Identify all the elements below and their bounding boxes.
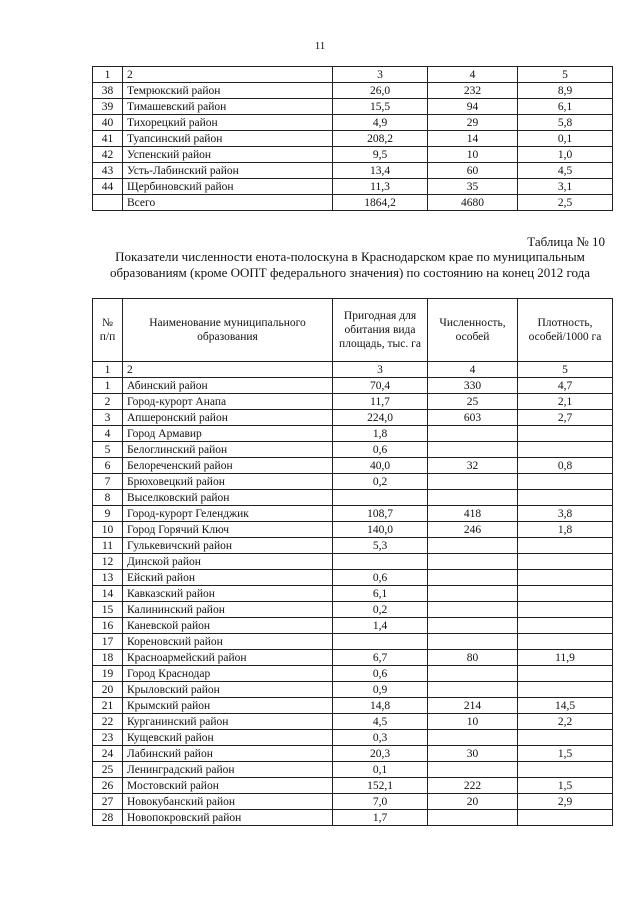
population-cell: 94 <box>428 99 518 115</box>
population-cell <box>428 730 518 746</box>
row-number-cell: 28 <box>93 810 123 826</box>
population-cell: 30 <box>428 746 518 762</box>
density-cell <box>518 554 613 570</box>
municipality-name-cell: Мостовский район <box>123 778 333 794</box>
municipality-name-cell: Динской район <box>123 554 333 570</box>
density-cell: 14,5 <box>518 698 613 714</box>
habitat-area-cell: 4,5 <box>333 714 428 730</box>
column-header: № п/п <box>93 299 123 362</box>
row-number-cell: 6 <box>93 458 123 474</box>
municipality-name-cell: Новокубанский район <box>123 794 333 810</box>
population-cell: 246 <box>428 522 518 538</box>
habitat-area-cell: 70,4 <box>333 378 428 394</box>
table-row <box>93 394 613 410</box>
density-cell: 0,1 <box>518 131 613 147</box>
table-row <box>93 682 613 698</box>
table-row <box>93 458 613 474</box>
population-cell <box>428 810 518 826</box>
population-cell: 330 <box>428 378 518 394</box>
density-cell: 1,5 <box>518 746 613 762</box>
municipality-name-cell: Брюховецкий район <box>123 474 333 490</box>
table-row <box>93 746 613 762</box>
density-cell: 1,0 <box>518 147 613 163</box>
municipality-name-cell: Город Армавир <box>123 426 333 442</box>
density-cell: 1,5 <box>518 778 613 794</box>
table-row <box>93 618 613 634</box>
row-number-cell: 23 <box>93 730 123 746</box>
habitat-area-cell: 15,5 <box>333 99 428 115</box>
habitat-area-cell <box>333 554 428 570</box>
row-number-cell: 1 <box>93 378 123 394</box>
municipality-name-cell: Белоглинский район <box>123 442 333 458</box>
table-row <box>93 506 613 522</box>
table-header-row <box>93 299 613 362</box>
population-cell <box>428 634 518 650</box>
table-row <box>93 474 613 490</box>
row-number-cell: 14 <box>93 586 123 602</box>
population-cell: 222 <box>428 778 518 794</box>
habitat-area-cell: 208,2 <box>333 131 428 147</box>
row-number-cell: 15 <box>93 602 123 618</box>
table-row <box>93 794 613 810</box>
table-row <box>93 83 613 99</box>
density-cell <box>518 426 613 442</box>
density-cell <box>518 586 613 602</box>
municipality-name-cell: Город Горячий Ключ <box>123 522 333 538</box>
table-row <box>93 634 613 650</box>
density-cell: 0,8 <box>518 458 613 474</box>
row-number-cell: 22 <box>93 714 123 730</box>
density-cell: 2,9 <box>518 794 613 810</box>
municipality-name-cell: Всего <box>123 195 333 211</box>
habitat-area-cell: 224,0 <box>333 410 428 426</box>
habitat-area-cell: 0,2 <box>333 474 428 490</box>
row-number-cell: 39 <box>93 99 123 115</box>
table-row <box>93 762 613 778</box>
habitat-area-cell: 4,9 <box>333 115 428 131</box>
density-cell <box>518 730 613 746</box>
table-row <box>93 147 613 163</box>
habitat-area-cell: 152,1 <box>333 778 428 794</box>
municipality-name-cell: Апшеронский район <box>123 410 333 426</box>
density-cell <box>518 538 613 554</box>
raccoon-population-table <box>92 298 613 826</box>
habitat-area-cell: 3 <box>333 362 428 378</box>
habitat-area-cell: 13,4 <box>333 163 428 179</box>
density-cell: 8,9 <box>518 83 613 99</box>
municipality-name-cell: Город-курорт Геленджик <box>123 506 333 522</box>
municipality-name-cell: Кущевский район <box>123 730 333 746</box>
population-cell: 603 <box>428 410 518 426</box>
habitat-area-cell: 1,7 <box>333 810 428 826</box>
population-cell: 14 <box>428 131 518 147</box>
row-number-cell: 2 <box>93 394 123 410</box>
municipality-name-cell: Тимашевский район <box>123 99 333 115</box>
habitat-area-cell: 0,6 <box>333 442 428 458</box>
municipality-name-cell: Крыловский район <box>123 682 333 698</box>
table-label: Таблица № 10 <box>527 234 605 249</box>
column-header: Плотность, особей/1000 га <box>518 299 613 362</box>
municipality-name-cell: Щербиновский район <box>123 179 333 195</box>
habitat-area-cell: 0,2 <box>333 602 428 618</box>
table-row <box>93 99 613 115</box>
density-cell: 11,9 <box>518 650 613 666</box>
table-row <box>93 115 613 131</box>
population-cell: 32 <box>428 458 518 474</box>
density-cell <box>518 570 613 586</box>
population-cell: 418 <box>428 506 518 522</box>
density-cell <box>518 474 613 490</box>
row-number-cell: 25 <box>93 762 123 778</box>
table-row <box>93 586 613 602</box>
table-row <box>93 538 613 554</box>
municipality-name-cell: Выселковский район <box>123 490 333 506</box>
table-continuation <box>92 66 613 211</box>
row-number-cell: 7 <box>93 474 123 490</box>
density-cell: 5 <box>518 362 613 378</box>
habitat-area-cell: 1864,2 <box>333 195 428 211</box>
population-cell <box>428 426 518 442</box>
row-number-cell: 13 <box>93 570 123 586</box>
habitat-area-cell: 3 <box>333 67 428 83</box>
municipality-name-cell: Город-курорт Анапа <box>123 394 333 410</box>
row-number-cell: 42 <box>93 147 123 163</box>
habitat-area-cell: 0,3 <box>333 730 428 746</box>
habitat-area-cell: 108,7 <box>333 506 428 522</box>
habitat-area-cell: 11,7 <box>333 394 428 410</box>
municipality-name-cell: Курганинский район <box>123 714 333 730</box>
density-cell: 4,7 <box>518 378 613 394</box>
density-cell: 5 <box>518 67 613 83</box>
table-row <box>93 602 613 618</box>
row-number-cell: 5 <box>93 442 123 458</box>
municipality-name-cell: Город Краснодар <box>123 666 333 682</box>
population-cell <box>428 618 518 634</box>
municipality-name-cell: Каневской район <box>123 618 333 634</box>
row-number-cell: 21 <box>93 698 123 714</box>
table-row <box>93 570 613 586</box>
population-cell <box>428 442 518 458</box>
municipality-name-cell: Крымский район <box>123 698 333 714</box>
table-row <box>93 522 613 538</box>
habitat-area-cell: 5,3 <box>333 538 428 554</box>
density-cell <box>518 810 613 826</box>
row-number-cell: 19 <box>93 666 123 682</box>
table-row <box>93 410 613 426</box>
population-cell: 4680 <box>428 195 518 211</box>
table-title: Показатели численности енота-полоскуна в Краснодарском крае по муниципальным образованиям (кроме ООПТ федерального значения) по состоянию на конец 2012 года <box>109 249 591 280</box>
habitat-area-cell: 26,0 <box>333 83 428 99</box>
table-row <box>93 650 613 666</box>
population-cell <box>428 666 518 682</box>
population-cell <box>428 538 518 554</box>
municipality-name-cell: Тихорецкий район <box>123 115 333 131</box>
habitat-area-cell: 0,9 <box>333 682 428 698</box>
row-number-cell: 4 <box>93 426 123 442</box>
row-number-cell: 17 <box>93 634 123 650</box>
density-cell: 2,2 <box>518 714 613 730</box>
municipality-name-cell: Лабинский район <box>123 746 333 762</box>
habitat-area-cell: 6,7 <box>333 650 428 666</box>
density-cell <box>518 490 613 506</box>
row-number-cell: 26 <box>93 778 123 794</box>
habitat-area-cell: 1,8 <box>333 426 428 442</box>
row-number-cell: 43 <box>93 163 123 179</box>
municipality-name-cell: Ейский район <box>123 570 333 586</box>
density-cell: 3,8 <box>518 506 613 522</box>
density-cell <box>518 634 613 650</box>
row-number-cell: 41 <box>93 131 123 147</box>
density-cell: 4,5 <box>518 163 613 179</box>
density-cell: 1,8 <box>518 522 613 538</box>
population-cell <box>428 762 518 778</box>
habitat-area-cell: 7,0 <box>333 794 428 810</box>
municipality-name-cell: Новопокровский район <box>123 810 333 826</box>
population-cell <box>428 586 518 602</box>
density-cell: 5,8 <box>518 115 613 131</box>
row-number-cell: 11 <box>93 538 123 554</box>
table-row <box>93 442 613 458</box>
row-number-cell: 8 <box>93 490 123 506</box>
municipality-name-cell: Ленинградский район <box>123 762 333 778</box>
row-number-cell: 1 <box>93 67 123 83</box>
row-number-cell: 3 <box>93 410 123 426</box>
population-cell: 80 <box>428 650 518 666</box>
row-number-cell <box>93 195 123 211</box>
habitat-area-cell: 9,5 <box>333 147 428 163</box>
column-header: Пригодная для обитания вида площадь, тыс. га <box>333 299 428 362</box>
table-row <box>93 426 613 442</box>
population-cell <box>428 474 518 490</box>
density-cell: 3,1 <box>518 179 613 195</box>
population-cell <box>428 682 518 698</box>
density-cell <box>518 682 613 698</box>
population-cell: 4 <box>428 362 518 378</box>
page-number: 11 <box>314 40 326 52</box>
municipality-name-cell: Кавказский район <box>123 586 333 602</box>
density-cell: 2,7 <box>518 410 613 426</box>
municipality-name-cell: 2 <box>123 362 333 378</box>
density-cell <box>518 762 613 778</box>
habitat-area-cell: 14,8 <box>333 698 428 714</box>
table-row <box>93 195 613 211</box>
municipality-name-cell: 2 <box>123 67 333 83</box>
population-cell <box>428 554 518 570</box>
density-cell: 2,5 <box>518 195 613 211</box>
population-cell: 35 <box>428 179 518 195</box>
habitat-area-cell: 11,3 <box>333 179 428 195</box>
population-cell: 20 <box>428 794 518 810</box>
table-row <box>93 378 613 394</box>
column-number-row <box>93 67 613 83</box>
table-row <box>93 714 613 730</box>
density-cell <box>518 602 613 618</box>
habitat-area-cell: 0,6 <box>333 570 428 586</box>
municipality-name-cell: Усть-Лабинский район <box>123 163 333 179</box>
population-cell: 29 <box>428 115 518 131</box>
table-row <box>93 490 613 506</box>
table-row <box>93 179 613 195</box>
population-cell <box>428 490 518 506</box>
population-cell: 25 <box>428 394 518 410</box>
row-number-cell: 38 <box>93 83 123 99</box>
municipality-name-cell: Красноармейский район <box>123 650 333 666</box>
table-row <box>93 666 613 682</box>
habitat-area-cell: 140,0 <box>333 522 428 538</box>
density-cell <box>518 618 613 634</box>
density-cell: 6,1 <box>518 99 613 115</box>
row-number-cell: 18 <box>93 650 123 666</box>
table-row <box>93 810 613 826</box>
habitat-area-cell: 1,4 <box>333 618 428 634</box>
habitat-area-cell: 6,1 <box>333 586 428 602</box>
municipality-name-cell: Туапсинский район <box>123 131 333 147</box>
column-header: Численность, особей <box>428 299 518 362</box>
row-number-cell: 1 <box>93 362 123 378</box>
population-cell <box>428 602 518 618</box>
column-number-row <box>93 362 613 378</box>
row-number-cell: 44 <box>93 179 123 195</box>
habitat-area-cell: 0,1 <box>333 762 428 778</box>
population-cell: 10 <box>428 714 518 730</box>
table-row <box>93 554 613 570</box>
row-number-cell: 24 <box>93 746 123 762</box>
population-cell: 214 <box>428 698 518 714</box>
population-cell: 60 <box>428 163 518 179</box>
table-row <box>93 778 613 794</box>
habitat-area-cell: 0,6 <box>333 666 428 682</box>
municipality-name-cell: Успенский район <box>123 147 333 163</box>
habitat-area-cell <box>333 490 428 506</box>
row-number-cell: 27 <box>93 794 123 810</box>
municipality-name-cell: Гулькевичский район <box>123 538 333 554</box>
municipality-name-cell: Калининский район <box>123 602 333 618</box>
column-header: Наименование муниципального образования <box>123 299 333 362</box>
population-cell <box>428 570 518 586</box>
population-cell: 4 <box>428 67 518 83</box>
table-row <box>93 698 613 714</box>
population-cell: 10 <box>428 147 518 163</box>
row-number-cell: 12 <box>93 554 123 570</box>
density-cell <box>518 442 613 458</box>
density-cell: 2,1 <box>518 394 613 410</box>
table-row <box>93 131 613 147</box>
population-cell: 232 <box>428 83 518 99</box>
municipality-name-cell: Кореновский район <box>123 634 333 650</box>
density-cell <box>518 666 613 682</box>
row-number-cell: 40 <box>93 115 123 131</box>
row-number-cell: 20 <box>93 682 123 698</box>
row-number-cell: 10 <box>93 522 123 538</box>
habitat-area-cell: 40,0 <box>333 458 428 474</box>
row-number-cell: 9 <box>93 506 123 522</box>
municipality-name-cell: Белореченский район <box>123 458 333 474</box>
habitat-area-cell <box>333 634 428 650</box>
habitat-area-cell: 20,3 <box>333 746 428 762</box>
table-row <box>93 730 613 746</box>
municipality-name-cell: Абинский район <box>123 378 333 394</box>
table-row <box>93 163 613 179</box>
row-number-cell: 16 <box>93 618 123 634</box>
municipality-name-cell: Темрюкский район <box>123 83 333 99</box>
